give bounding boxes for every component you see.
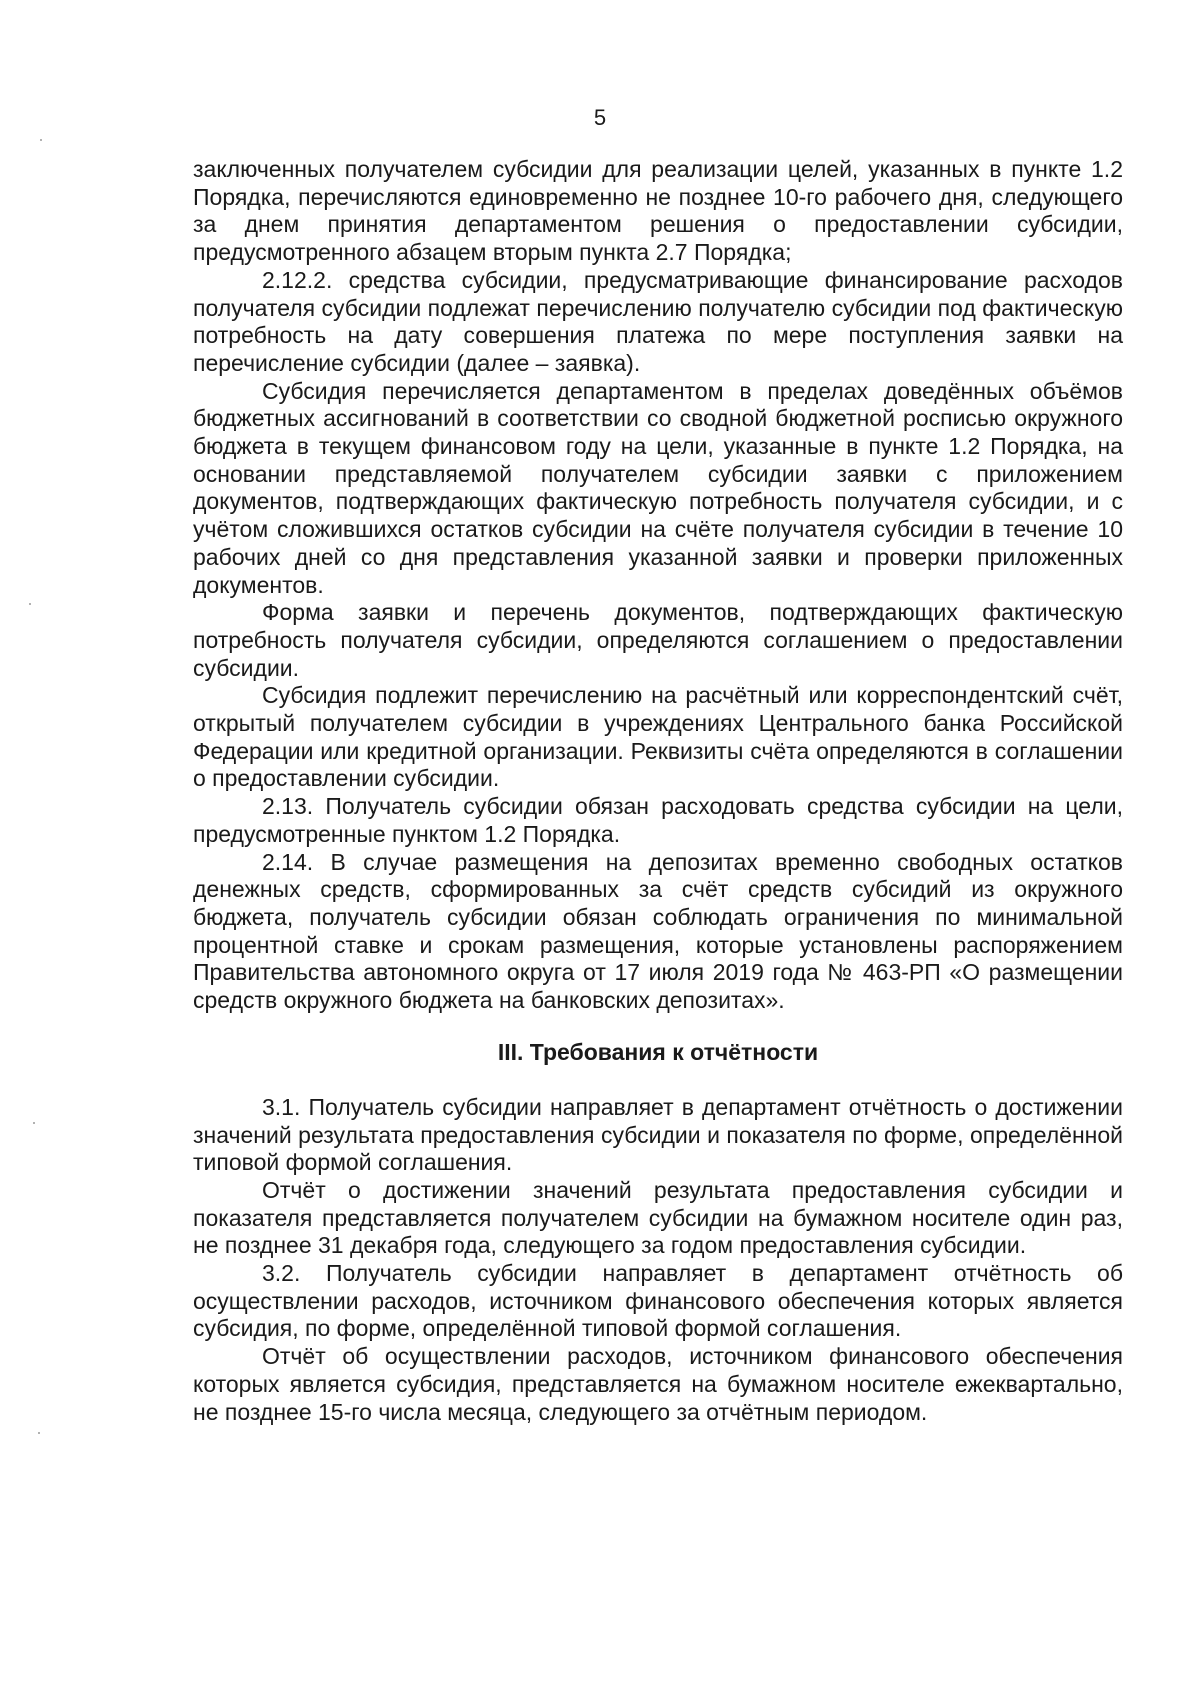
paragraph-continuation: заключенных получателем субсидии для реализации целей, указанных в пункте 1.2 Порядка, перечисляются единовременно не позднее 10-го рабочего дня, следующего за днем принятия департаментом решения о предоставлении субсидии, предусмотренного абзацем вторым пункта 2.7 Порядка; bbox=[193, 156, 1123, 266]
paragraph-3-2: 3.2. Получатель субсидии направляет в департамент отчётность об осуществлении расходов, источником финансового обеспечения которых является субсидия, по форме, определённой типовой формой соглашения. bbox=[193, 1260, 1123, 1342]
scan-speck bbox=[38, 1432, 40, 1434]
section-heading: III. Требования к отчётности bbox=[497, 1038, 819, 1065]
paragraph-application-form: Форма заявки и перечень документов, подтверждающих фактическую потребность получателя субсидии, определяются соглашением о предоставлении субсидии. bbox=[193, 599, 1123, 681]
scan-speck bbox=[29, 603, 31, 605]
paragraph-3-1: 3.1. Получатель субсидии направляет в департамент отчётность о достижении значений результата предоставления субсидии и показателя по форме, определённой типовой формой соглашения. bbox=[193, 1093, 1123, 1176]
paragraph-subsidy-transfer: Субсидия перечисляется департаментом в пределах доведённых объёмов бюджетных ассигнований в соответствии со сводной бюджетной росписью окружного бюджета в текущем финансовом году на цели, указанные в пункте 1.2 Порядка, на основании представляемой получателем субсидии заявки с приложением документов, подтверждающих фактическую потребность получателя субсидии, и с учётом сложившихся остатков субсидии на счёте получателя субсидии в течение 10 рабочих дней со дня представления указанной заявки и проверки приложенных документов. bbox=[193, 377, 1123, 598]
paragraph-2-12-2: 2.12.2. средства субсидии, предусматривающие финансирование расходов получателя субсидии подлежат перечислению получателю субсидии под фактическую потребность на дату совершения платежа по мере поступления заявки на перечисление субсидии (далее – заявка). bbox=[193, 266, 1123, 376]
paragraph-2-13: 2.13. Получатель субсидии обязан расходовать средства субсидии на цели, предусмотренные пунктом 1.2 Порядка. bbox=[193, 793, 1123, 847]
document-body bbox=[193, 156, 1123, 1426]
scan-speck bbox=[40, 139, 42, 141]
paragraph-bank-account: Субсидия подлежит перечислению на расчётный или корреспондентский счёт, открытый получателем субсидии в учреждениях Центрального банка Российской Федерации или кредитной организации. Реквизиты счёта определяются в соглашении о предоставлении субсидии. bbox=[193, 682, 1123, 792]
scan-speck bbox=[33, 1122, 35, 1124]
page-number: 5 bbox=[593, 105, 607, 130]
paragraph-report-expenses: Отчёт об осуществлении расходов, источником финансового обеспечения которых является субсидия, представляется на бумажном носителе ежеквартально, не позднее 15-го числа месяца, следующего за отчётным периодом. bbox=[193, 1343, 1123, 1425]
paragraph-report-results: Отчёт о достижении значений результата предоставления субсидии и показателя представляется получателем субсидии на бумажном носителе один раз, не позднее 31 декабря года, следующего за годом предоставления субсидии. bbox=[193, 1176, 1123, 1259]
paragraph-2-14: 2.14. В случае размещения на депозитах временно свободных остатков денежных средств, сформированных за счёт средств субсидий из окружного бюджета, получатель субсидии обязан соблюдать ограничения по минимальной процентной ставке и срокам размещения, которые установлены распоряжением Правительства автономного округа от 17 июля 2019 года № 463-РП «О размещении средств окружного бюджета на банковских депозитах». bbox=[193, 848, 1123, 1014]
